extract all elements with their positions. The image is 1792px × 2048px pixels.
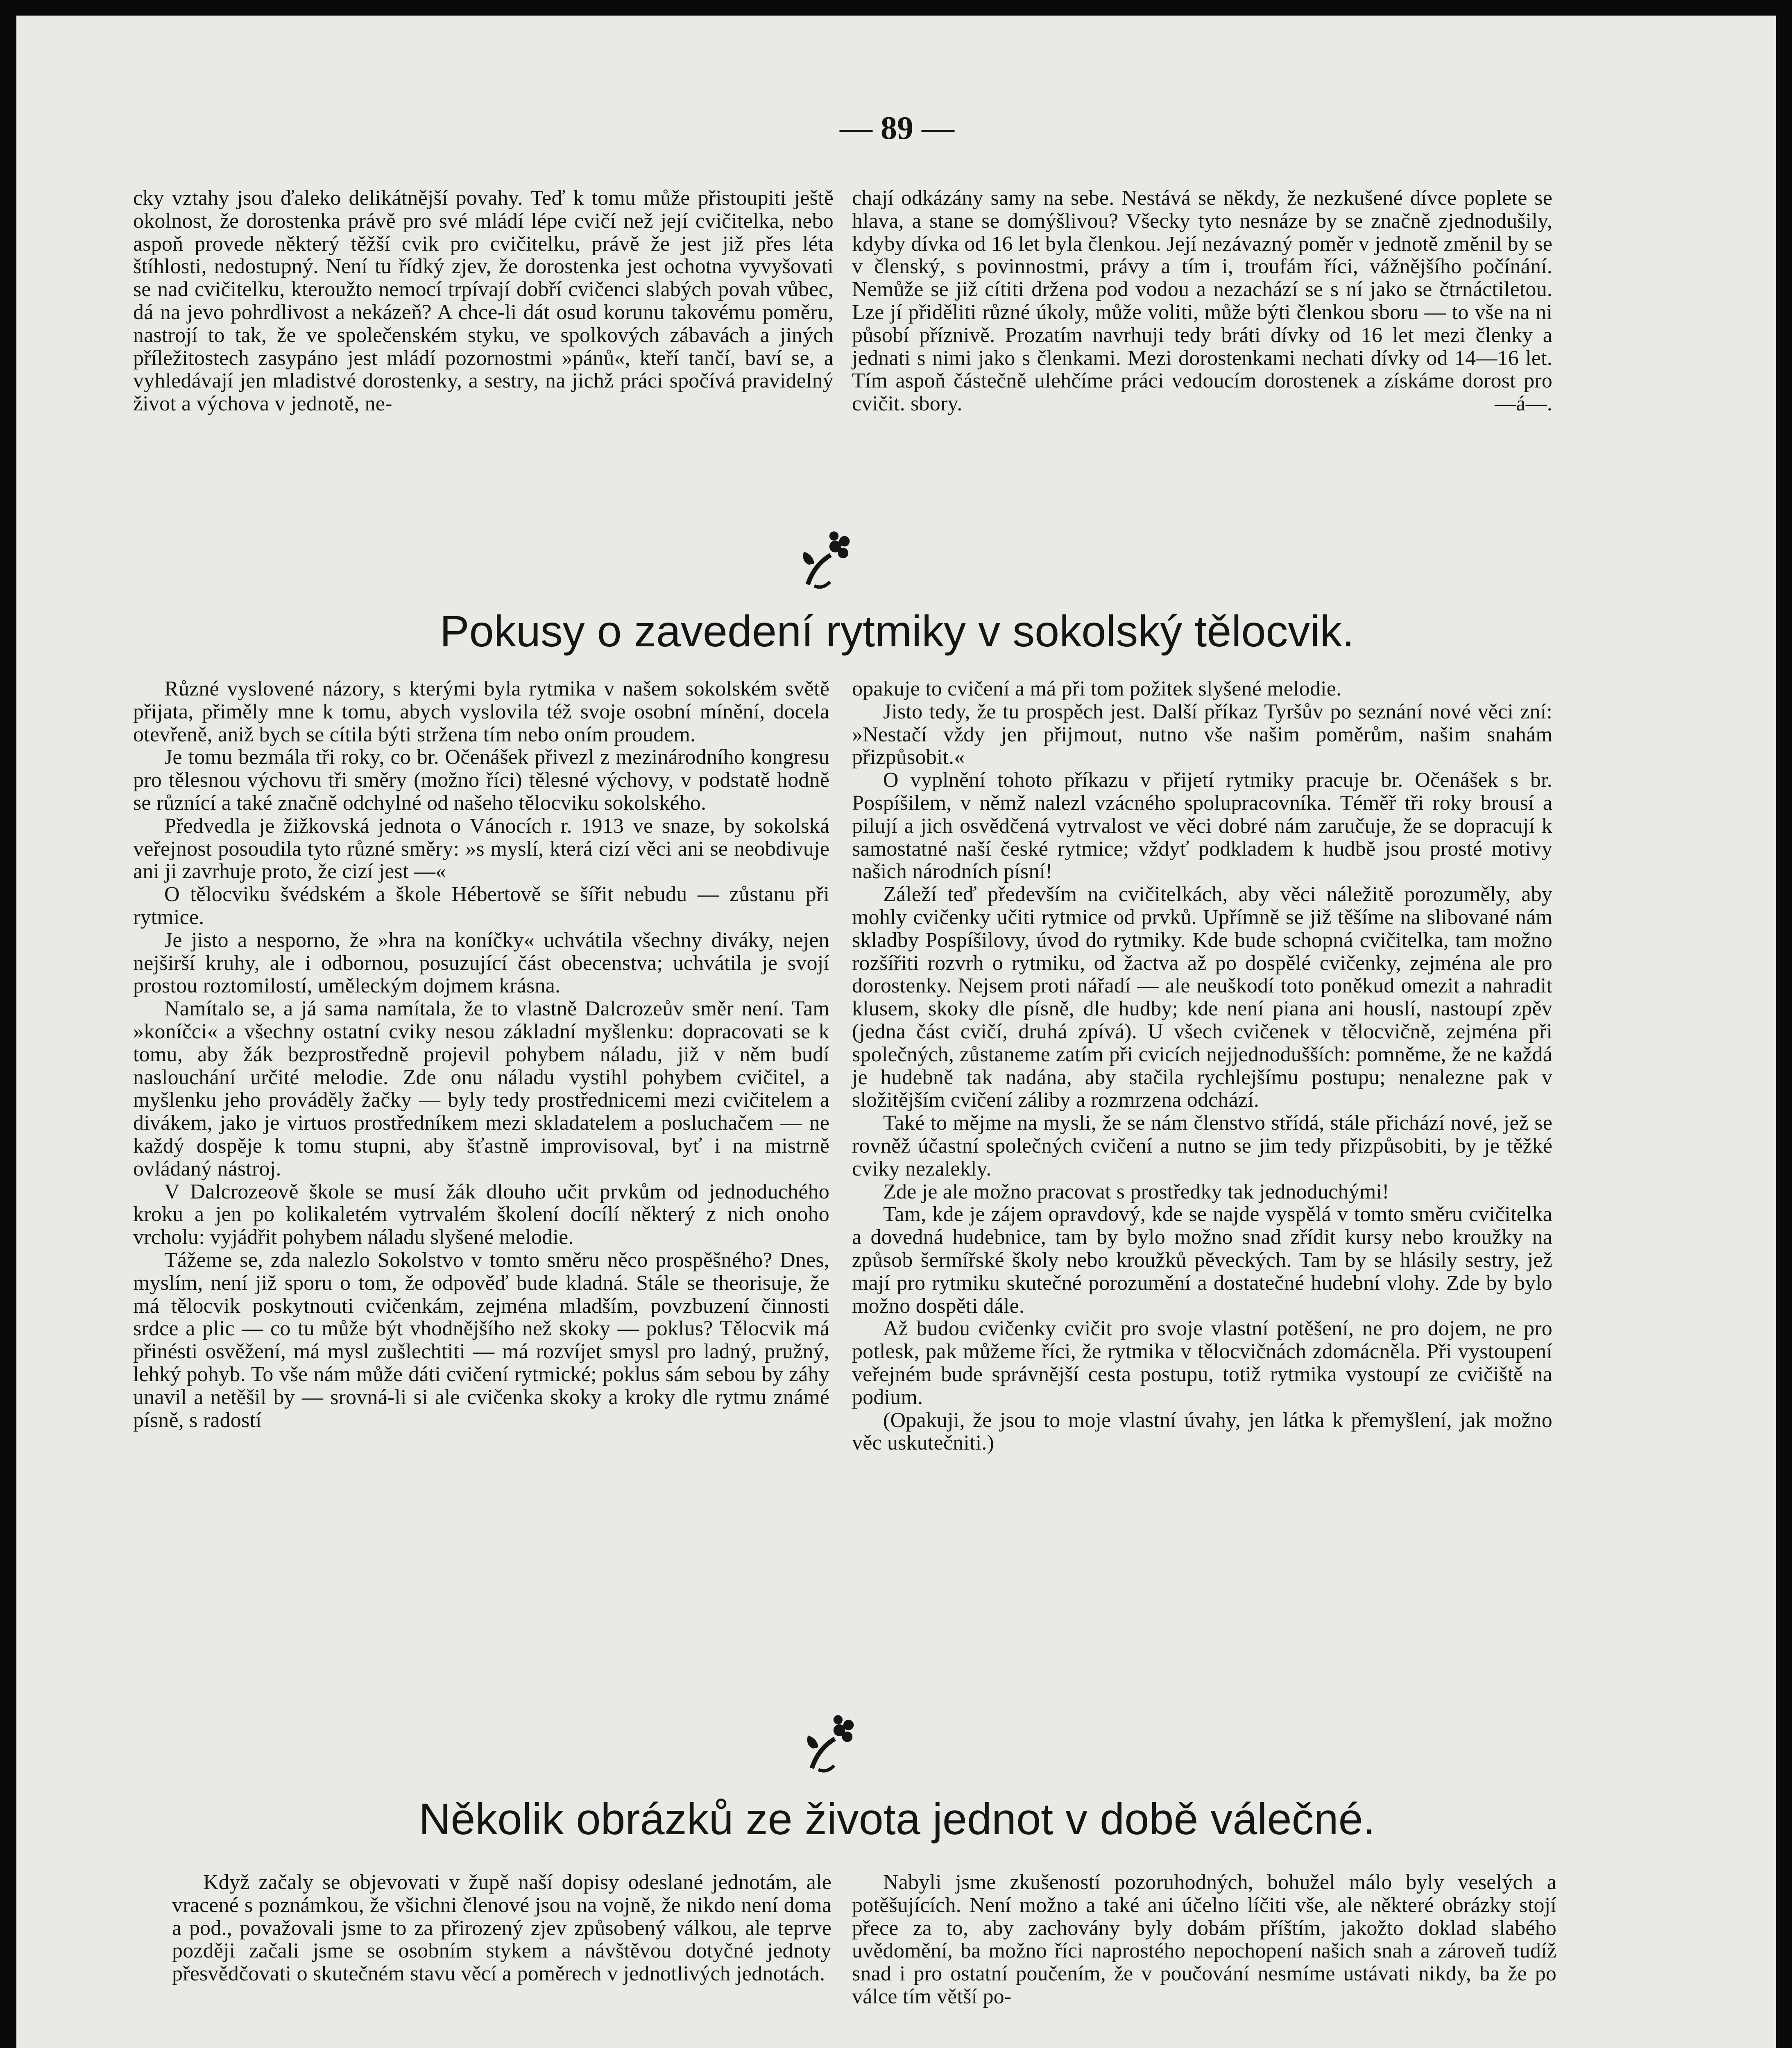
article2-right-column bbox=[852, 677, 1552, 1454]
article1-left-column bbox=[133, 187, 834, 415]
folio: — 89 — bbox=[840, 110, 954, 146]
paragraph: cky vztahy jsou ďaleko delikátnější povahy. Teď k tomu může přistoupiti ještě okolnost, že dorostenka právě pro své mládí lépe cvičí než její cvičitelka, nebo aspoň provede některý těžší cvik pro cvičitelku, právě že jest již přes léta štíhlosti, nedostupný. Není tu řídký zjev, že dorostenka jest ochotna vyvyšovati se nad cvičitelku, kteroužto nemocí trpívají dobří cvičenci slabých povah vůbec, dá na jevo pohrdlivost a nekázeň? A chce-li dát osud korunu takovému poměru, nastrojí to tak, že ve společenském styku, ve spolkových zábavách a jiných příležitostech zasypáno jest mládí pozornostmi »pánů«, kteří tančí, baví se, a vyhledávají jen mladistvé dorostenky, a sestry, na jichž práci spočívá pravidelný život a výchova v jednotě, ne- bbox=[133, 186, 834, 416]
paragraph: V Dalcrozeově škole se musí žák dlouho učit prvkům od jednoduchého kroku a jen po kolikaletém vytrvalém školení docílí některý z nich onoho vrcholu: vyjádřit pohybem náladu slyšené melodie. bbox=[133, 1180, 829, 1249]
paragraph: Tam, kde je zájem opravdový, kde se najde vyspělá v tomto směru cvičitelka a dovedná hudebnice, tam by bylo možno snad zřídit kursy nebo kroužky na způsob šermířské školy nebo kroužků pěveckých. Tam by se hlásily sestry, jež mají pro rytmiku skutečné porozumění a dostatečné hudební vlohy. Zde by bylo možno dospěti dále. bbox=[852, 1203, 1552, 1318]
paragraph: Namítalo se, a já sama namítala, že to vlastně Dalcrozeův směr není. Tam »koníčci« a všechny ostatní cviky nesou základní myšlenku: dopracovati se k tomu, aby žák bezprostředně projevil pohybem náladu, již v něm budí naslouchání určité melodie. Zde onu náladu vystihl pohybem cvičitel, a myšlenku jeho prováděly žačky — byly tedy prostřednicemi mezi cvičitelem a divákem, jako je virtuos prostředníkem mezi skladatelem a posluchačem — ne každý dospěje k tomu stupni, aby šťastně improvisoval, byť i na mistrně ovládaný nástroj. bbox=[133, 997, 829, 1180]
article3-left-column bbox=[172, 1871, 831, 1985]
paragraph: Když začaly se objevovati v župě naší dopisy odeslané jednotám, ale vracené s poznámkou, že všichni členové jsou na vojně, že nikdo není doma a pod., považovali jsme to za přirozený zjev způsobený válkou, ale teprve později začali jsme se osobním stykem a návštěvou dotyčné jednoty přesvědčovati o skutečném stavu věcí a poměrech v jednotlivých jednotách. bbox=[172, 1871, 831, 1986]
paragraph: O tělocviku švédském a škole Hébertově se šířit nebudu — zůstanu při rytmice. bbox=[133, 883, 829, 929]
paragraph: Zde je ale možno pracovat s prostředky tak jednoduchými! bbox=[883, 1180, 1389, 1203]
paragraph: opakuje to cvičení a má při tom požitek slyšené melodie. bbox=[852, 677, 1342, 700]
paragraph: Záleží teď především na cvičitelkách, aby věci náležitě porozuměly, aby mohly cvičenky učiti rytmice od prvků. Upřímně se již těšíme na slibované nám skladby Pospíšilovy, úvod do rytmiky. Kde bude schopná cvičitelka, tam možno rozšířiti rozvrh o rytmiku, od žactva až po dospělé cvičenky, zejména ale pro dorostenky. Nejsem proti nářadí — ale neuškodí toto poněkud omezit a nahradit klusem, skoky dle písně, dle hudby; kde není piana ani houslí, nastoupí zpěv (jedna část cvičí, druhá zpívá). U všech cvičenek v tělocvičně, zejména při společných, zůstaneme zatím při cvicích nejjednodušších: pomněme, že ne každá je hudebně tak nadána, aby stačila rychlejšímu postupu; nenalezne pak v složitějším cvičení záliby a rozmrzena odchází. bbox=[852, 883, 1552, 1112]
paragraph bbox=[852, 187, 1552, 415]
paragraph: Nabyli jsme zkušeností pozoruhodných, bohužel málo byly veselých a potěšujících. Není možno a také ani účelno líčiti vše, ale některé obrázky stojí přece za to, aby zachovány byly dobám příštím, jakožto doklad slabého uvědomění, ba možno říci naprostého nepochopení našich snah a zároveň tudíž snad i pro ostatní poučením, že v poučování nesmíme ustávati nikdy, ba že po válce tím větší po- bbox=[852, 1871, 1556, 2008]
paragraph: (Opakuji, že jsou to moje vlastní úvahy, jen látka k přemyšlení, jak možno věc uskutečniti.) bbox=[852, 1408, 1552, 1455]
article2-title: Pokusy o zavedení rytmiky v sokolský tělocvik. bbox=[440, 606, 1355, 656]
paragraph: Také to mějme na mysli, že se nám členstvo střídá, stále přichází nové, jež se rovněž účastní společných cvičení a nutno se jim tedy přizpůsobiti, by je těžké cviky nezalekly. bbox=[852, 1111, 1552, 1180]
flower-ornament-icon bbox=[799, 1709, 864, 1775]
article1-right-column bbox=[852, 187, 1552, 415]
paragraph-text: chají odkázány samy na sebe. Nestává se někdy, že nezkušené dívce poplete se hlava, a stane se domýšlivou? Všecky tyto nesnáze by se značně zjednodušily, kdyby dívka od 16 let byla členkou. Její nezávazný poměr v jednotě změnil by se v členský, s povinnostmi, právy a tím i, troufám říci, vážnějšího počínání. Nemůže se již cítiti držena pod vodou a nezachází se s ní jako se čtrnáctiletou. Lze jí přiděliti různé úkoly, může voliti, může býti členkou sboru — to vše na ni působí příznivě. Prozatím navrhuji tedy bráti dívky od 16 let mezi členky a jednati s nimi jako s členkami. Mezi dorostenkami nechati dívky od 14—16 let. Tím aspoň částečně ulehčíme práci vedoucím dorostenek a získáme dorost pro cvičit. sbory. bbox=[852, 186, 1552, 416]
paragraph: Různé vyslovené názory, s kterými byla rytmika v našem sokolském světě přijata, přiměly mne k tomu, abych vyslovila též svoje osobní mínění, docela otevřeně, aniž bych se cítila býti stržena tím nebo oním proudem. bbox=[133, 677, 829, 746]
paragraph: Jisto tedy, že tu prospěch jest. Další příkaz Tyršův po seznání nové věci zní: »Nestačí vždy jen přijmout, nutno vše našim poměrům, našim snahám přizpůsobit.« bbox=[852, 700, 1552, 769]
paragraph: Předvedla je žižkovská jednota o Vánocích r. 1913 ve snaze, by sokolská veřejnost posoudila tyto různé směry: »s myslí, která cizí věci ani se neobdivuje ani ji zavrhuje proto, že cizí jest —« bbox=[133, 814, 829, 884]
signature: —á—. bbox=[1495, 392, 1552, 416]
paragraph: O vyplnění tohoto příkazu v přijetí rytmiky pracuje br. Očenášek s br. Pospíšilem, v němž nalezl vzácného spolupracovníka. Téměř tři roky brousí a pilují a jich osvědčená vytrvalost ve věci dobré nám zaručuje, že se dopracují k samostatné naší české rytmice; vždyť podkladem k hudbě jsou prosté motivy našich národních písní! bbox=[852, 768, 1552, 884]
flower-ornament-icon bbox=[795, 526, 860, 591]
page bbox=[16, 16, 1776, 2048]
article3-title: Několik obrázků ze života jednot v době válečné. bbox=[419, 1794, 1375, 1844]
paragraph: Tážeme se, zda nalezlo Sokolstvo v tomto směru něco prospěšného? Dnes, myslím, není již sporu o tom, že odpověď bude kladná. Stále se theorisuje, že má tělocvik poskytnouti cvičenkám, zejména mladším, povzbuzení činnosti srdce a plic — co tu může být vhodnějšího než skoky — poklus? Tělocvik má přinésti osvěžení, má mysl zušlechtiti — má rozvíjet smysl pro ladný, pružný, lehký pohyb. To vše nám může dáti cvičení rytmické; poklus sám sebou by záhy unavil a netěšil by — srovná-li si ale cvičenka skoky a kroky dle rytmu známé písně, s radostí bbox=[133, 1248, 829, 1432]
paragraph: Je tomu bezmála tři roky, co br. Očenášek přivezl z mezinárodního kongresu pro tělesnou výchovu tři směry (možno říci) tělesné výchovy, v podstatě hodně se různící a také značně odchylné od našeho tělocviku sokolského. bbox=[133, 745, 829, 815]
article3-right-column bbox=[852, 1871, 1556, 2008]
article2-left-column bbox=[133, 677, 829, 1432]
paragraph: Až budou cvičenky cvičit pro svoje vlastní potěšení, ne pro dojem, ne pro potlesk, pak můžeme říci, že rytmika v tělocvičnách zdomácněla. Při vystoupení veřejném bude správnější cesta postupu, totiž rytmika vystoupí ze cvičiště na podium. bbox=[852, 1317, 1552, 1409]
paragraph: Je jisto a nesporno, že »hra na koníčky« uchvátila všechny diváky, nejen nejširší kruhy, ale i odbornou, posuzující část obecenstva; uchvátila je svojí prostou roztomilostí, uměleckým dojmem krásna. bbox=[133, 928, 829, 998]
